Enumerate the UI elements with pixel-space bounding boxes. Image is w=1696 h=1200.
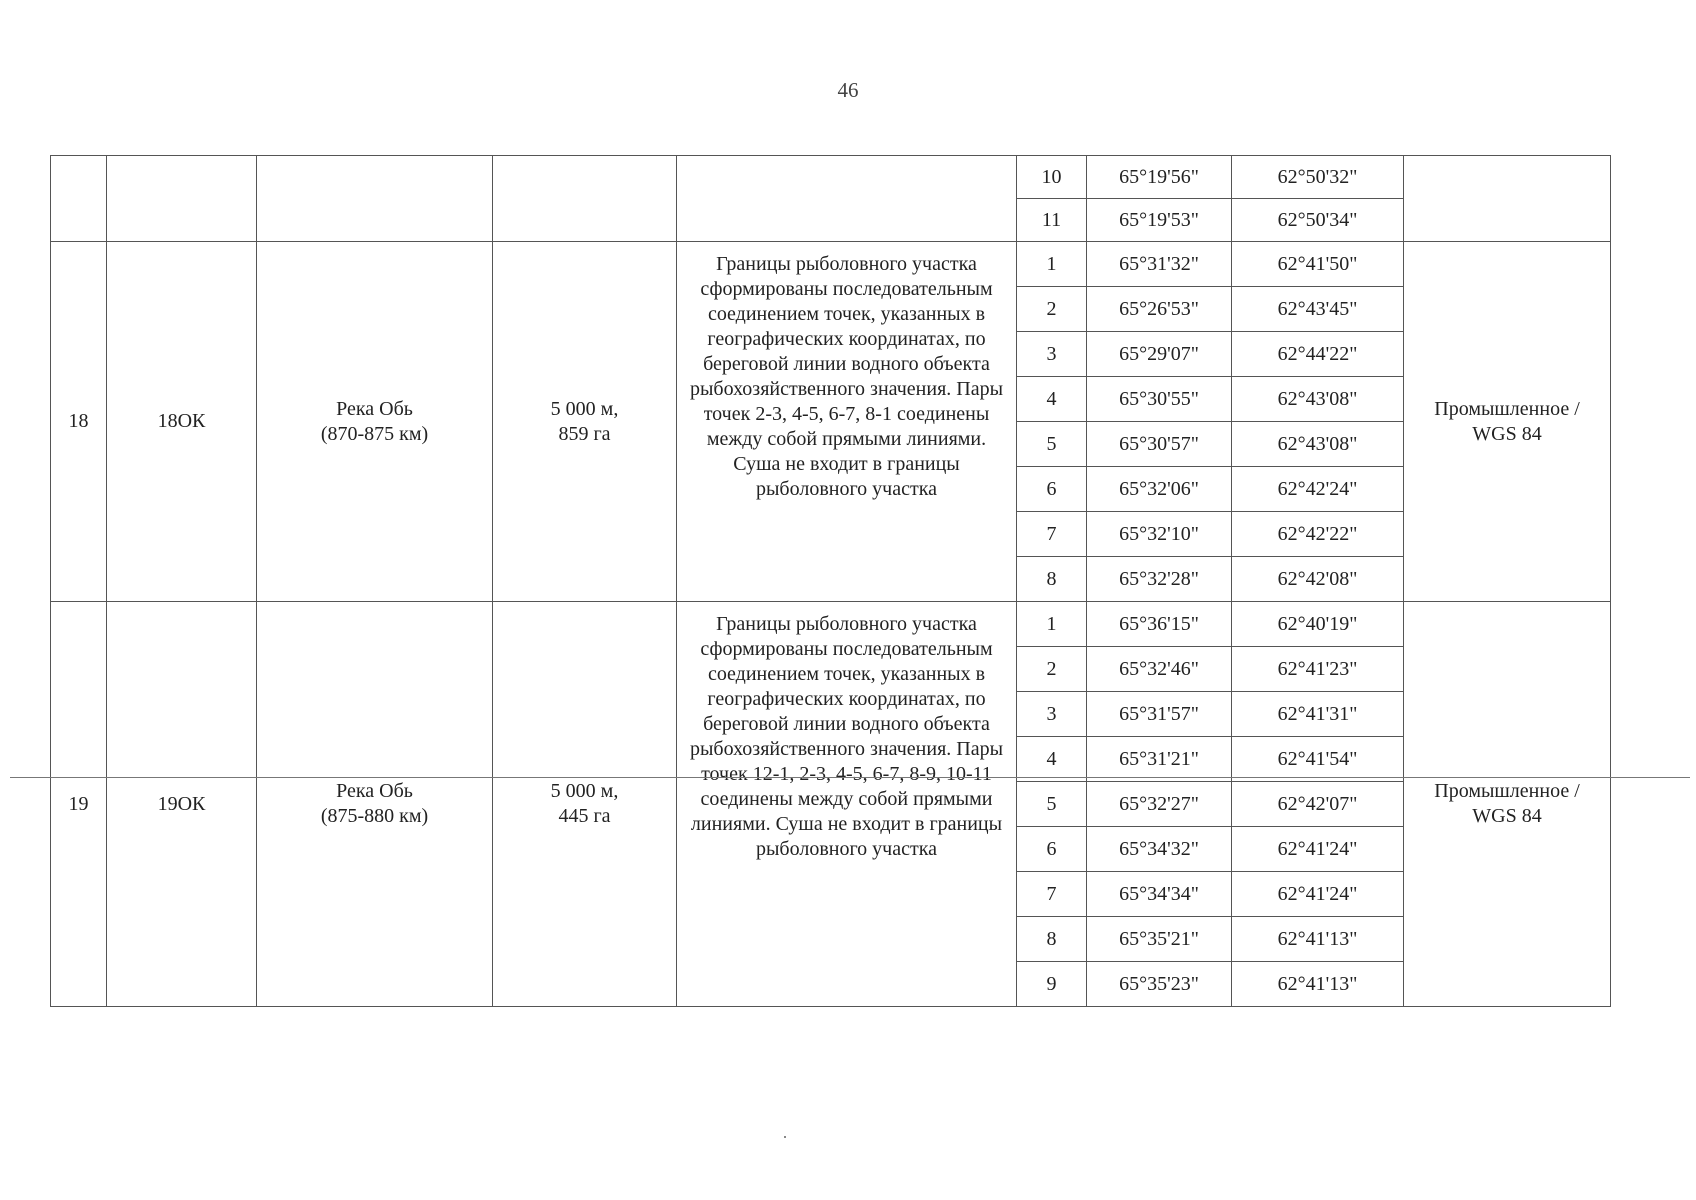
point-number: 7 bbox=[1017, 872, 1087, 917]
longitude: 62°42'22" bbox=[1232, 512, 1404, 557]
longitude: 62°41'23" bbox=[1232, 647, 1404, 692]
latitude: 65°36'15" bbox=[1087, 602, 1232, 647]
row-number: 19 bbox=[51, 602, 107, 1007]
point-number: 8 bbox=[1017, 917, 1087, 962]
point-number: 3 bbox=[1017, 332, 1087, 377]
point-number: 9 bbox=[1017, 962, 1087, 1007]
longitude: 62°41'24" bbox=[1232, 872, 1404, 917]
water-body-name-line: Река Обь bbox=[336, 780, 413, 802]
point-number: 6 bbox=[1017, 827, 1087, 872]
continuation-num-cell bbox=[51, 156, 107, 242]
purpose-system-line: Промышленное / bbox=[1434, 780, 1580, 802]
latitude: 65°32'28" bbox=[1087, 557, 1232, 602]
point-number: 10 bbox=[1017, 156, 1087, 199]
latitude: 65°30'57" bbox=[1087, 422, 1232, 467]
longitude: 62°42'24" bbox=[1232, 467, 1404, 512]
point-number: 5 bbox=[1017, 422, 1087, 467]
point-number: 5 bbox=[1017, 782, 1087, 827]
latitude: 65°31'21" bbox=[1087, 737, 1232, 782]
latitude: 65°35'21" bbox=[1087, 917, 1232, 962]
longitude: 62°43'45" bbox=[1232, 287, 1404, 332]
water-body-name-line: Река Обь bbox=[336, 397, 413, 420]
latitude: 65°34'34" bbox=[1087, 872, 1232, 917]
point-number: 6 bbox=[1017, 467, 1087, 512]
table-row bbox=[51, 156, 1611, 199]
area-size bbox=[493, 242, 677, 602]
latitude: 65°31'57" bbox=[1087, 692, 1232, 737]
latitude: 65°29'07" bbox=[1087, 332, 1232, 377]
continuation-name-cell bbox=[257, 156, 493, 242]
table-row bbox=[51, 602, 1611, 647]
water-body-name bbox=[257, 242, 493, 602]
latitude: 65°32'10" bbox=[1087, 512, 1232, 557]
continuation-code-cell bbox=[107, 156, 257, 242]
water-body-name-line: (870-875 км) bbox=[320, 422, 429, 445]
boundary-description: Границы рыболовного участка сформированы последовательным соединением точек, указанных в географических координатах, по береговой линии водного объекта рыбохозяйственного значения. Пары точек 2-3, 4-5, 6-7, 8-1 соединены между собой прямыми линиями. Суша не входит в границы рыболовного участка bbox=[677, 242, 1017, 602]
continuation-purpose-cell bbox=[1404, 156, 1611, 242]
table-body bbox=[51, 156, 1611, 1007]
longitude: 62°41'54" bbox=[1232, 737, 1404, 782]
point-number: 1 bbox=[1017, 602, 1087, 647]
water-body-name-line: (875-880 км) bbox=[320, 805, 429, 827]
point-number: 11 bbox=[1017, 199, 1087, 242]
page-fold-line bbox=[10, 777, 1690, 778]
scan-speck bbox=[784, 1136, 786, 1138]
fishing-areas-table bbox=[50, 155, 1611, 1007]
point-number: 3 bbox=[1017, 692, 1087, 737]
area-code: 18ОК bbox=[107, 242, 257, 602]
longitude: 62°41'31" bbox=[1232, 692, 1404, 737]
latitude: 65°32'06" bbox=[1087, 467, 1232, 512]
row-number: 18 bbox=[51, 242, 107, 602]
area-size-line: 445 га bbox=[558, 805, 611, 827]
area-code: 19ОК bbox=[107, 602, 257, 1007]
latitude: 65°19'56" bbox=[1087, 156, 1232, 199]
purpose-system-line: WGS 84 bbox=[1472, 805, 1542, 827]
page-number: 46 bbox=[837, 78, 859, 102]
longitude: 62°50'34" bbox=[1232, 199, 1404, 242]
water-body-name bbox=[257, 602, 493, 1007]
purpose-system-line: Промышленное / bbox=[1434, 397, 1580, 420]
longitude: 62°41'24" bbox=[1232, 827, 1404, 872]
point-number: 7 bbox=[1017, 512, 1087, 557]
longitude: 62°42'08" bbox=[1232, 557, 1404, 602]
purpose-system bbox=[1404, 602, 1611, 1007]
longitude: 62°43'08" bbox=[1232, 377, 1404, 422]
latitude: 65°32'27" bbox=[1087, 782, 1232, 827]
point-number: 8 bbox=[1017, 557, 1087, 602]
point-number: 2 bbox=[1017, 647, 1087, 692]
latitude: 65°32'46" bbox=[1087, 647, 1232, 692]
table-row bbox=[51, 242, 1611, 287]
longitude: 62°50'32" bbox=[1232, 156, 1404, 199]
boundary-description: Границы рыболовного участка сформированы последовательным соединением точек, указанных в географических координатах, по береговой линии водного объекта рыбохозяйственного значения. Пары точек 12-1, 2-3, 4-5, 6-7, 8-9, 10-11 соединены между собой прямыми линиями. Суша не входит в границы рыболовного участка bbox=[677, 602, 1017, 1007]
latitude: 65°19'53" bbox=[1087, 199, 1232, 242]
longitude: 62°41'13" bbox=[1232, 962, 1404, 1007]
longitude: 62°41'13" bbox=[1232, 917, 1404, 962]
longitude: 62°41'50" bbox=[1232, 242, 1404, 287]
purpose-system bbox=[1404, 242, 1611, 602]
point-number: 1 bbox=[1017, 242, 1087, 287]
point-number: 4 bbox=[1017, 737, 1087, 782]
area-size-line: 5 000 м, bbox=[550, 397, 619, 420]
latitude: 65°30'55" bbox=[1087, 377, 1232, 422]
area-size bbox=[493, 602, 677, 1007]
point-number: 4 bbox=[1017, 377, 1087, 422]
longitude: 62°43'08" bbox=[1232, 422, 1404, 467]
point-number: 2 bbox=[1017, 287, 1087, 332]
latitude: 65°34'32" bbox=[1087, 827, 1232, 872]
longitude: 62°40'19" bbox=[1232, 602, 1404, 647]
latitude: 65°26'53" bbox=[1087, 287, 1232, 332]
latitude: 65°35'23" bbox=[1087, 962, 1232, 1007]
continuation-size-cell bbox=[493, 156, 677, 242]
longitude: 62°42'07" bbox=[1232, 782, 1404, 827]
latitude: 65°31'32" bbox=[1087, 242, 1232, 287]
purpose-system-line: WGS 84 bbox=[1472, 422, 1542, 445]
continuation-description-cell bbox=[677, 156, 1017, 242]
longitude: 62°44'22" bbox=[1232, 332, 1404, 377]
area-size-line: 859 га bbox=[558, 422, 611, 445]
area-size-line: 5 000 м, bbox=[550, 780, 619, 802]
